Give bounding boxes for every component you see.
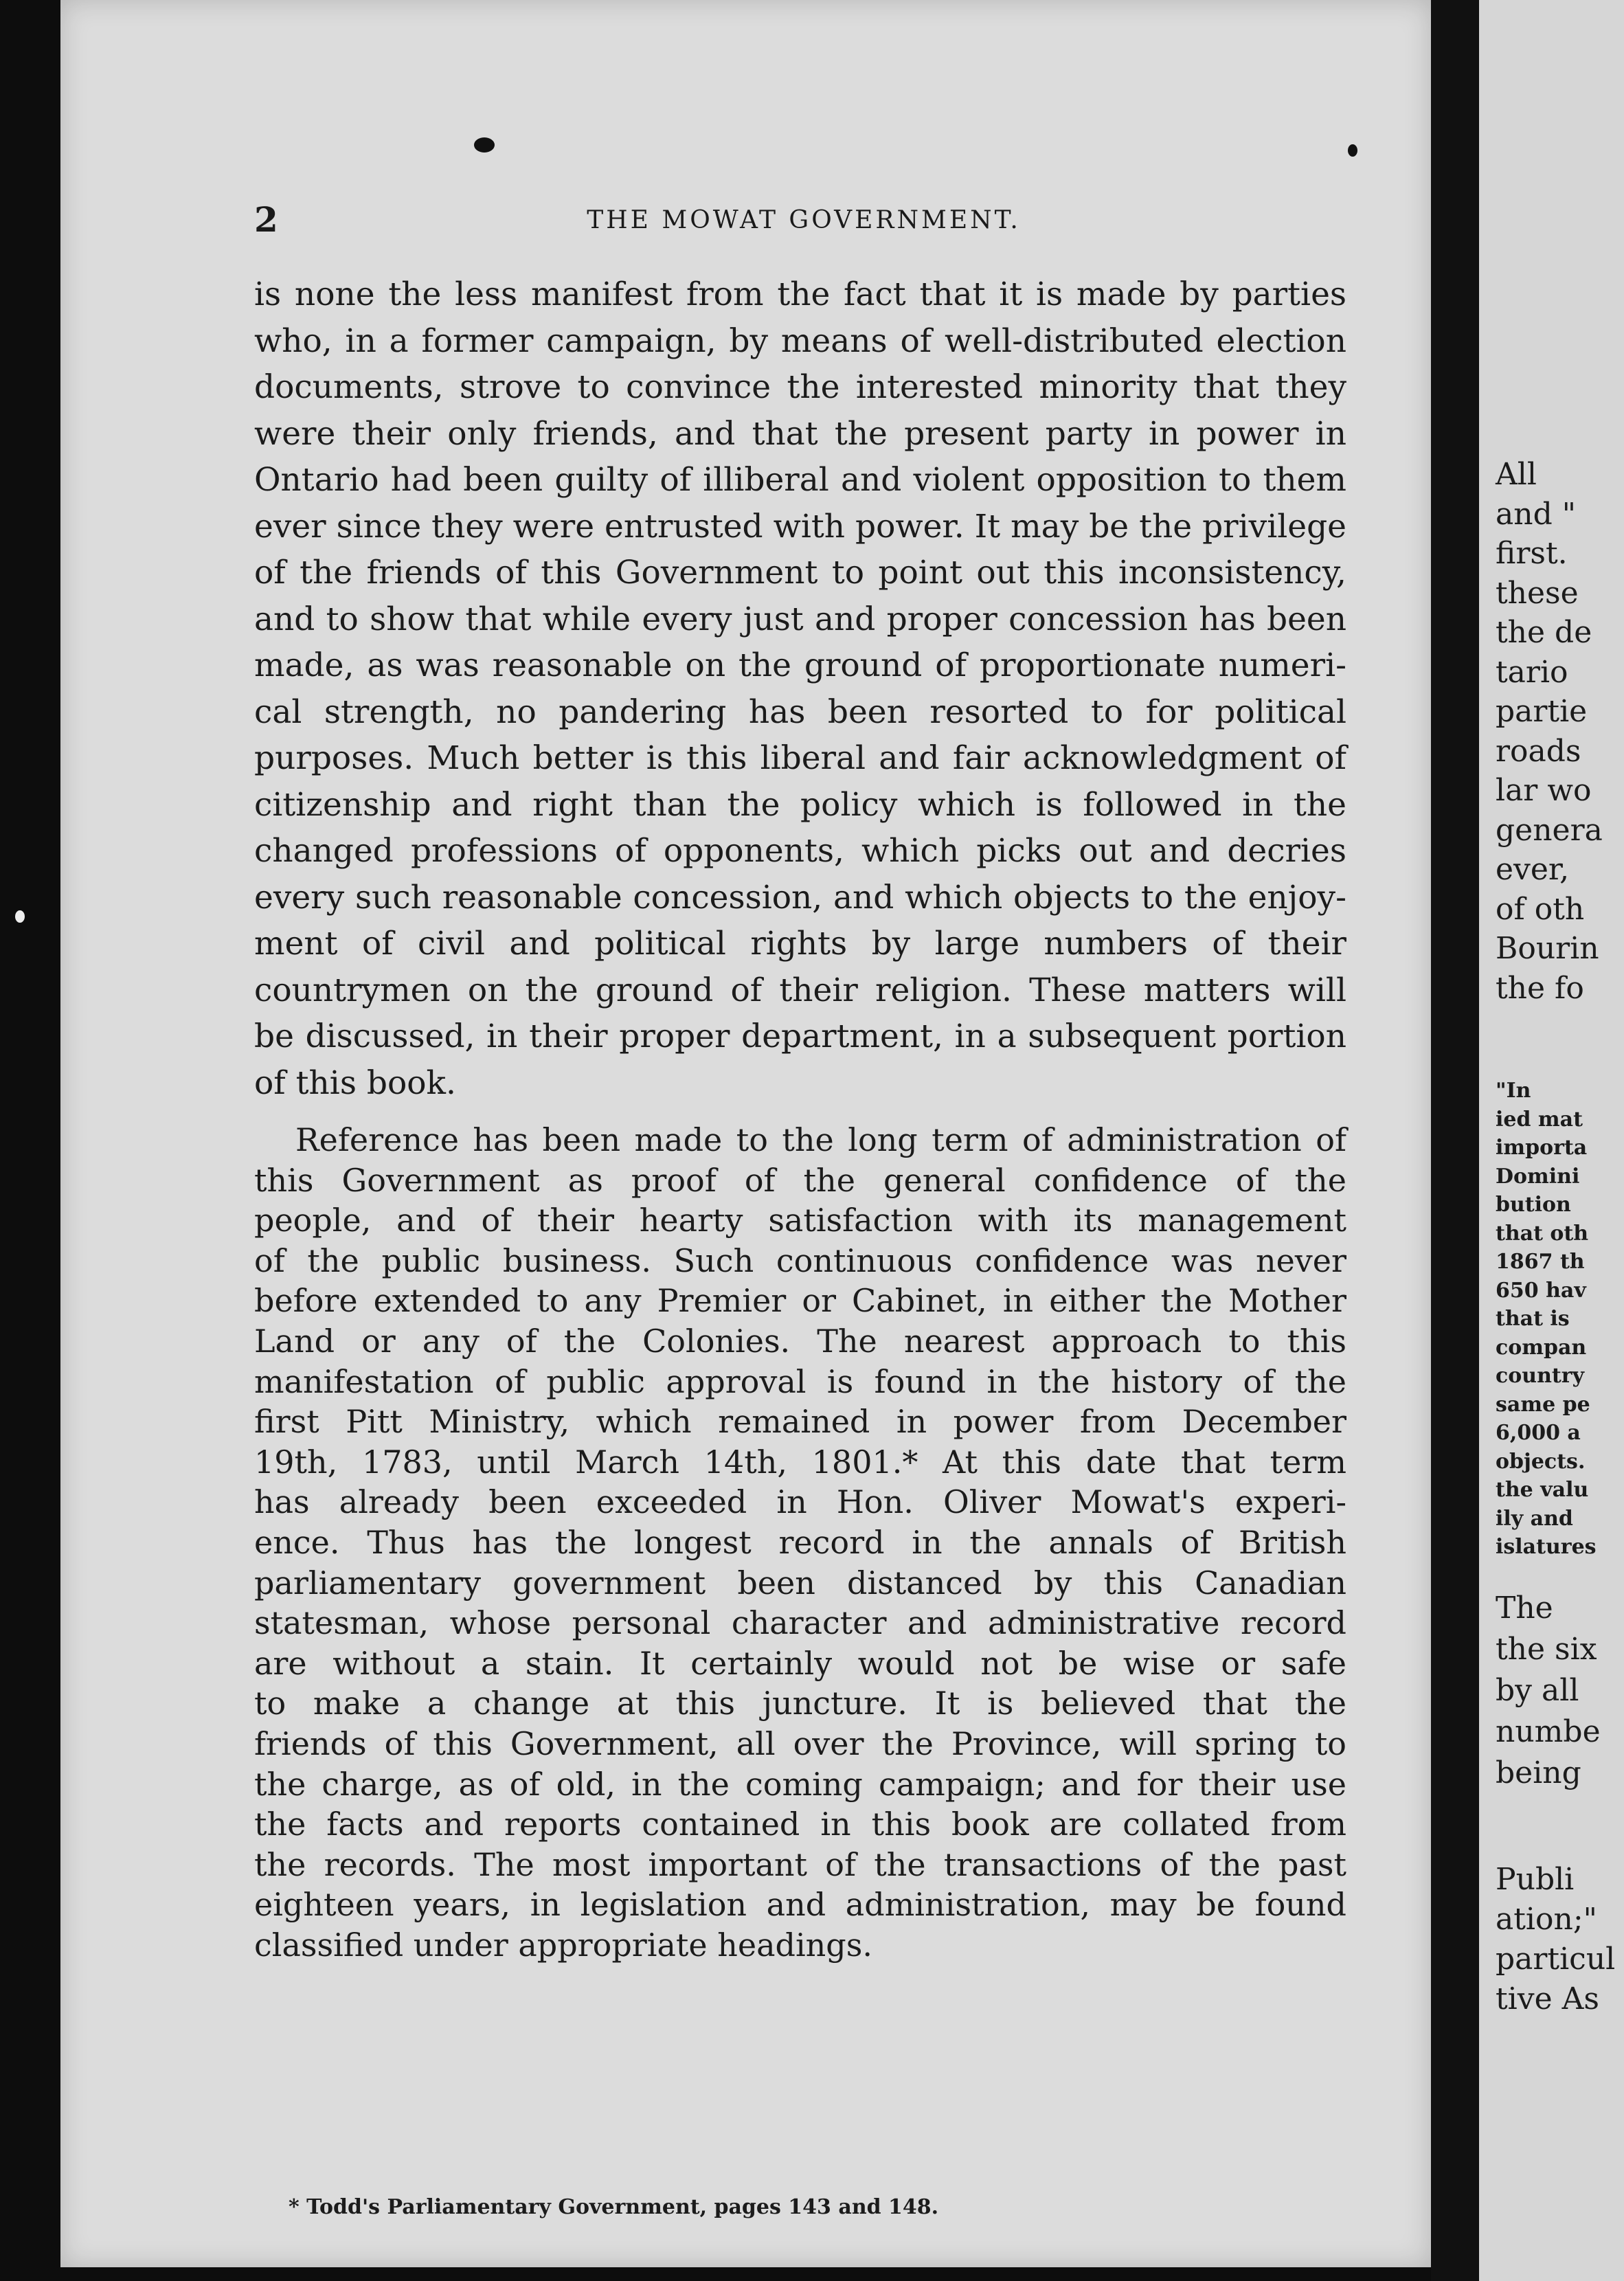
right-page-line: numbe: [1496, 1714, 1601, 1749]
right-page-line: bution: [1496, 1193, 1571, 1217]
text-line: ever since they were entrusted with power. It may be the privilege: [254, 507, 1346, 546]
right-page-line: genera: [1496, 812, 1603, 848]
text-line: countrymen on the ground of their religion. These matters will: [254, 971, 1346, 1009]
right-page-line: country: [1496, 1364, 1584, 1388]
text-line: and to show that while every just and proper concession has been: [254, 600, 1346, 638]
right-page-line: the fo: [1496, 970, 1584, 1006]
text-line: statesman, whose personal character and administrative record: [254, 1604, 1346, 1642]
right-page-line: lar wo: [1496, 773, 1592, 808]
text-line: citizenship and right than the policy which is followed in the: [254, 785, 1346, 824]
right-page-line: first.: [1496, 536, 1568, 571]
page-header: [254, 199, 1353, 240]
right-page-line: Bourin: [1496, 931, 1599, 966]
text-line: documents, strove to convince the interested minority that they: [254, 368, 1346, 406]
text-line: of the friends of this Government to point out this inconsistency,: [254, 554, 1346, 592]
text-line: who, in a former campaign, by means of well-distributed election: [254, 322, 1346, 360]
right-page-line: The: [1496, 1591, 1553, 1626]
text-line: Land or any of the Colonies. The nearest approach to this: [254, 1322, 1346, 1360]
right-page-line: 6,000 a: [1496, 1421, 1581, 1445]
right-page: [1479, 0, 1624, 2281]
text-line: this Government as proof of the general confidence of the: [254, 1161, 1346, 1199]
right-page-line: importa: [1496, 1136, 1588, 1160]
text-line: cal strength, no pandering has been resorted to for political: [254, 693, 1346, 731]
text-line: 19th, 1783, until March 14th, 1801.* At this date that term: [254, 1443, 1346, 1481]
right-page-line: tario: [1496, 654, 1568, 690]
text-line: of the public business. Such continuous confidence was never: [254, 1241, 1346, 1279]
text-line: manifestation of public approval is found in the history of the: [254, 1362, 1346, 1400]
right-page-line: ever,: [1496, 852, 1570, 887]
right-page-line: 650 hav: [1496, 1278, 1586, 1303]
text-line: first Pitt Ministry, which remained in power from December: [254, 1403, 1346, 1441]
right-page-line: being: [1496, 1755, 1581, 1790]
right-page-line: the de: [1496, 615, 1592, 650]
right-page-line: these: [1496, 575, 1579, 611]
text-line: parliamentary government been distanced by this Canadian: [254, 1564, 1346, 1602]
right-page-line: compan: [1496, 1335, 1587, 1360]
text-line: changed professions of opponents, which picks out and decries: [254, 832, 1346, 870]
right-page-line: same pe: [1496, 1392, 1590, 1417]
text-line: is none the less manifest from the fact that it is made by parties: [254, 276, 1346, 313]
text-line: before extended to any Premier or Cabinet, in either the Mother: [254, 1282, 1346, 1320]
right-page-line: by all: [1496, 1673, 1579, 1708]
right-page-line: 1867 th: [1496, 1250, 1585, 1274]
right-page-line: tive As: [1496, 1981, 1599, 2016]
text-line: every such reasonable concession, and which objects to the enjoy-: [254, 878, 1346, 917]
right-page-line: the valu: [1496, 1478, 1589, 1502]
text-line: be discussed, in their proper department, in a subsequent portion: [254, 1018, 1346, 1055]
text-line: ment of civil and political rights by large numbers of their: [254, 925, 1346, 963]
text-line: ence. Thus has the longest record in the annals of British: [254, 1523, 1346, 1561]
right-page-line: Publi: [1496, 1862, 1575, 1897]
right-page-line: that oth: [1496, 1221, 1589, 1246]
right-page-line: ily and: [1496, 1506, 1573, 1531]
text-line: the charge, as of old, in the coming campaign; and for their use: [254, 1765, 1346, 1803]
right-page-line: ied mat: [1496, 1107, 1583, 1132]
text-line: of this book.: [254, 1064, 456, 1102]
text-line: are without a stain. It certainly would not be wise or safe: [254, 1644, 1346, 1682]
text-line: eighteen years, in legislation and administration, may be found: [254, 1886, 1346, 1924]
right-page-line: Domini: [1496, 1164, 1580, 1189]
right-page-line: particul: [1496, 1942, 1616, 1977]
page-number: 2: [254, 199, 278, 240]
right-page-line: All: [1496, 457, 1537, 492]
ink-speck: [15, 910, 25, 923]
text-line: Ontario had been guilty of illiberal and violent opposition to them: [254, 461, 1346, 499]
text-line: to make a change at this juncture. It is believed that the: [254, 1685, 1346, 1722]
right-page-line: "In: [1496, 1079, 1531, 1103]
right-page-line: partie: [1496, 694, 1588, 729]
footnote: * Todd's Parliamentary Government, pages 143 and 148.: [289, 2195, 939, 2219]
right-page-line: roads: [1496, 733, 1581, 769]
right-page-line: of oth: [1496, 891, 1585, 927]
running-head: THE MOWAT GOVERNMENT.: [587, 206, 1021, 234]
text-line: purposes. Much better is this liberal and fair acknowledgment of: [254, 739, 1346, 777]
paragraph-1: [254, 271, 1346, 1106]
right-page-line: objects.: [1496, 1449, 1586, 1474]
ink-speck: [474, 137, 495, 153]
right-page-line: that is: [1496, 1307, 1570, 1331]
text-line: were their only friends, and that the present party in power in: [254, 414, 1346, 453]
text-line: has already been exceeded in Hon. Oliver Mowat's experi-: [254, 1483, 1346, 1521]
text-line: friends of this Government, all over the Province, will spring to: [254, 1724, 1346, 1762]
text-line: made, as was reasonable on the ground of proportionate numeri-: [254, 647, 1346, 684]
text-line: Reference has been made to the long term of administration of: [295, 1121, 1346, 1158]
body-text: [254, 271, 1346, 1965]
right-page-line: islatures: [1496, 1535, 1597, 1559]
book-spine: [1431, 0, 1479, 2281]
ink-speck: [1348, 144, 1357, 157]
text-line: the records. The most important of the transactions of the past: [254, 1845, 1346, 1883]
text-line: classified under appropriate headings.: [254, 1926, 872, 1964]
right-page-line: the six: [1496, 1632, 1597, 1667]
paragraph-2: [254, 1120, 1346, 1965]
text-line: people, and of their hearty satisfaction with its management: [254, 1202, 1346, 1239]
right-page-line: ation;": [1496, 1902, 1597, 1937]
right-page-line: and ": [1496, 496, 1576, 532]
text-line: the facts and reports contained in this book are collated from: [254, 1806, 1346, 1843]
